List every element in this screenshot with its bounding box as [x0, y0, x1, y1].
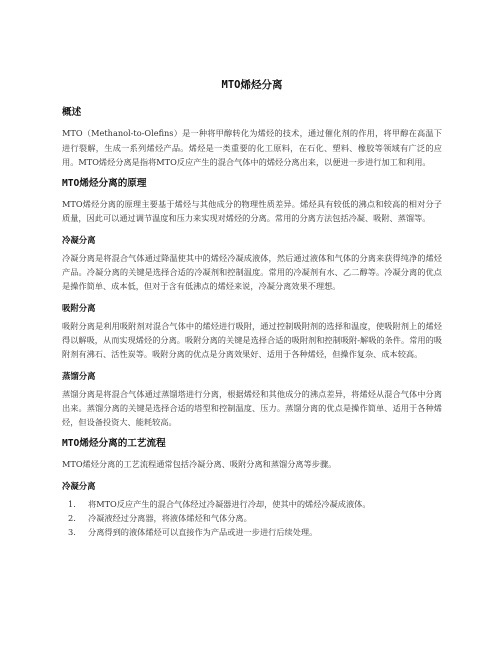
- step-text: 将MTO反应产生的混合气体经过冷凝器进行冷却，使其中的烯烃冷凝成液体。: [88, 498, 371, 509]
- subsection-text-distillation: 蒸馏分离是将混合气体通过蒸馏塔进行分离，根据烯烃和其他成分的沸点差异，将烯烃从混合气体中分离出来。蒸馏分离的关键是选择合适的塔型和控制温度、压力。蒸馏分离的优点是操作简单、适用于各种烯烃，但设备投资大、能耗较高。: [62, 388, 442, 428]
- section-text-overview: MTO（Methanol-to-Olefins）是一种将甲醇转化为烯烃的技术，通过催化剂的作用，将甲醇在高温下进行裂解，生成一系列烯烃产品。烯烃是一类重要的化工原料，在石化、塑料、橡胶等领域有广泛的应用。MTO烯烃分离是指将MTO反应产生的混合气体中的烯烃分离出来，以便进一步进行加工和利用。: [62, 128, 442, 167]
- process-steps-list: [62, 497, 442, 540]
- subsection-text-condensation: 冷凝分离是将混合气体通过降温使其中的烯烃冷凝成液体，然后通过液体和气体的分离来获得纯净的烯烃产品。冷凝分离的关键是选择合适的冷凝剂和控制温度。常用的冷凝剂有水、乙二醇等。冷凝分离的优点是操作简单、成本低，但对于含有低沸点的烯烃来说，冷凝分离效果不理想。: [62, 252, 442, 292]
- step-text: 冷凝液经过分离器，将液体烯烃和气体分离。: [88, 513, 252, 524]
- list-item: [62, 525, 442, 539]
- section-heading-overview: 概述: [62, 107, 82, 119]
- list-item: [62, 497, 442, 511]
- step-text: 分离得到的液体烯烃可以直接作为产品或进一步进行后续处理。: [88, 527, 318, 538]
- subsection-heading-adsorption: 吸附分离: [62, 302, 96, 313]
- subsection-heading-distillation: 蒸馏分离: [62, 370, 96, 381]
- section-heading-principle: MTO烯烃分离的原理: [62, 178, 147, 190]
- list-item: [62, 511, 442, 525]
- subsection-heading-condensation: 冷凝分离: [62, 234, 96, 245]
- document-title: MTO烯烃分离: [221, 79, 283, 91]
- subsection-heading-process-condensation: 冷凝分离: [62, 480, 96, 491]
- step-number: 2.: [68, 513, 76, 524]
- step-number: 3.: [68, 527, 76, 538]
- step-number: 1.: [68, 498, 76, 509]
- subsection-text-adsorption: 吸附分离是利用吸附剂对混合气体中的烯烃进行吸附，通过控制吸附剂的选择和温度，使吸附剂上的烯烃得以解吸，从而实现烯烃的分离。吸附分离的关键是选择合适的吸附剂和控制吸附-解吸的条件。常用的吸附剂有沸石、活性炭等。吸附分离的优点是分离效果好、适用于各种烯烃，但操作复杂、成本较高。: [62, 320, 442, 360]
- section-heading-process: MTO烯烃分离的工艺流程: [62, 438, 166, 450]
- section-text-process: MTO烯烃分离的工艺流程通常包括冷凝分离、吸附分离和蒸馏分离等步骤。: [62, 459, 337, 470]
- section-text-principle: MTO烯烃分离的原理主要基于烯烃与其他成分的物理性质差异。烯烃具有较低的沸点和较高的相对分子质量，因此可以通过调节温度和压力来实现对烯烃的分离。常用的分离方法包括冷凝、吸附、蒸馏等。: [62, 199, 442, 224]
